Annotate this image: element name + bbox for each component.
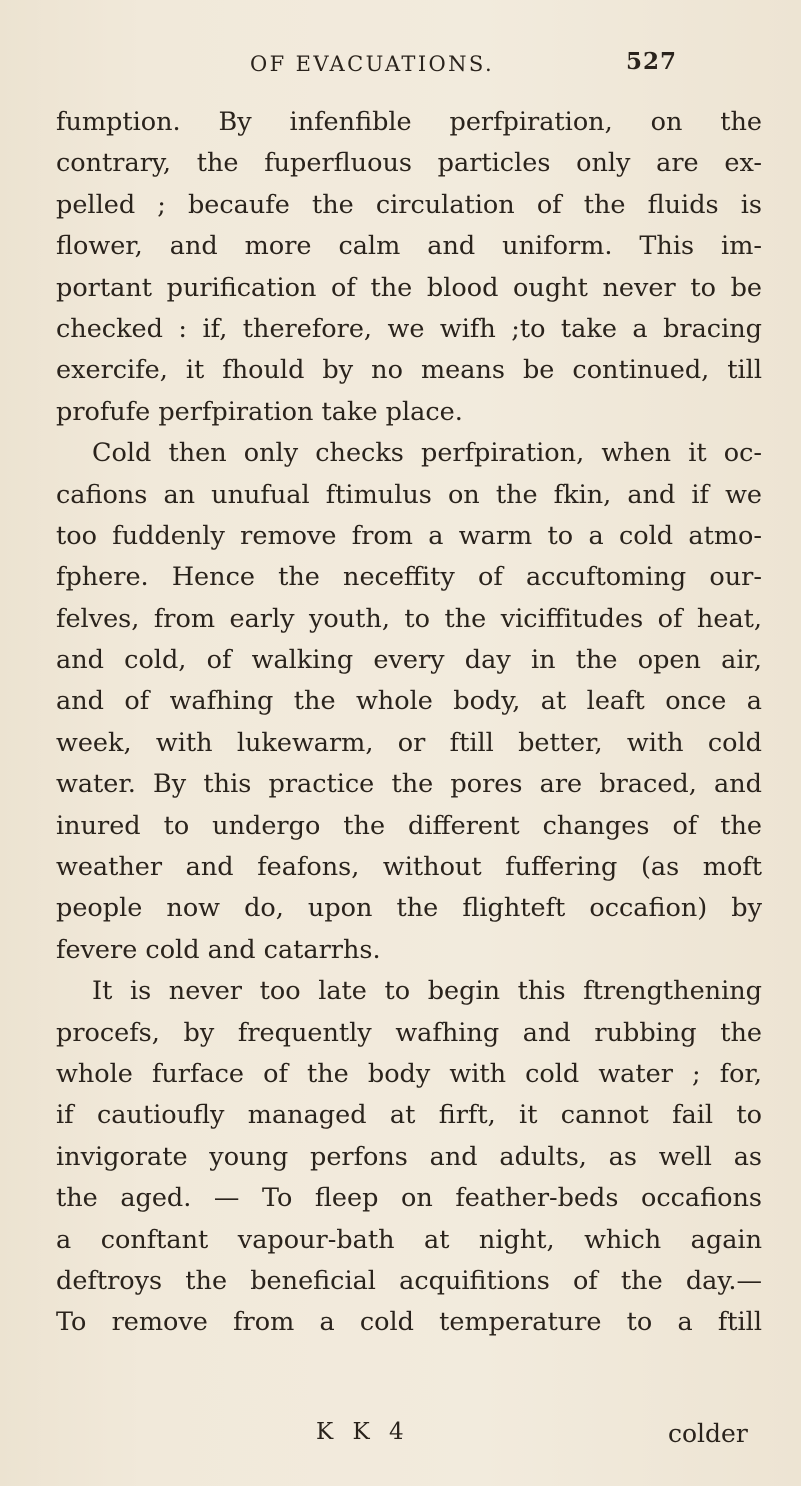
running-head: [0, 42, 801, 82]
running-head-title: OF EVACUATIONS.: [250, 52, 495, 76]
text-line: pelled ; becaufe the circulation of the fluids is: [56, 189, 762, 220]
signature-mark: K K 4: [316, 1419, 410, 1445]
text-line: profufe perfpiration take place.: [56, 396, 463, 427]
text-line: week, with lukewarm, or ftill better, with cold: [56, 727, 762, 758]
page-number: 527: [626, 48, 678, 75]
text-line: the aged. — To fleep on feather-beds occafions: [56, 1183, 762, 1214]
text-line: procefs, by frequently wafhing and rubbing the: [56, 1017, 762, 1048]
text-line: contrary, the fuperfluous particles only are ex-: [56, 148, 762, 179]
text-line: and cold, of walking every day in the open air,: [56, 645, 762, 676]
text-line: exercife, it fhould by no means be continued, till: [56, 355, 762, 386]
text-line: people now do, upon the flighteft occafion) by: [56, 893, 762, 924]
text-line: flower, and more calm and uniform. This im-: [56, 231, 762, 262]
text-line: fphere. Hence the neceffity of accuftoming our-: [56, 562, 762, 593]
text-line: fevere cold and catarrhs.: [56, 934, 381, 965]
text-line: checked : if, therefore, we wifh ;to take a bracing: [56, 313, 762, 344]
text-line: water. By this practice the pores are braced, and: [56, 769, 762, 800]
text-line: cafions an unufual ftimulus on the fkin, and if we: [56, 479, 762, 510]
text-line: portant purification of the blood ought never to be: [56, 272, 762, 303]
text-line: fumption. By infenfible perfpiration, on the: [56, 107, 762, 137]
text-line: deftroys the beneficial acquifitions of the day.—: [56, 1265, 762, 1296]
text-line: felves, from early youth, to the viciffitudes of heat,: [56, 603, 762, 634]
text-line: if cautioufly managed at firft, it cannot fail to: [56, 1100, 762, 1131]
text-line: It is never too late to begin this ftrengthening: [92, 976, 762, 1007]
text-line: a conftant vapour-bath at night, which again: [56, 1224, 762, 1255]
text-line: weather and feafons, without fuffering (as moft: [56, 852, 762, 883]
text-line: Cold then only checks perfpiration, when it oc-: [92, 438, 762, 469]
text-line: inured to undergo the different changes of the: [56, 810, 762, 841]
text-line: invigorate young perfons and adults, as well as: [56, 1141, 762, 1172]
catchword: colder: [668, 1419, 748, 1448]
body-text: [56, 102, 762, 1344]
text-line: too fuddenly remove from a warm to a cold atmo-: [56, 520, 762, 551]
page-footer: [0, 1419, 801, 1455]
text-line: and of wafhing the whole body, at leaft once a: [56, 686, 762, 717]
text-line: whole furface of the body with cold water ; for,: [56, 1058, 762, 1089]
text-line: To remove from a cold temperature to a ftill: [56, 1307, 762, 1338]
